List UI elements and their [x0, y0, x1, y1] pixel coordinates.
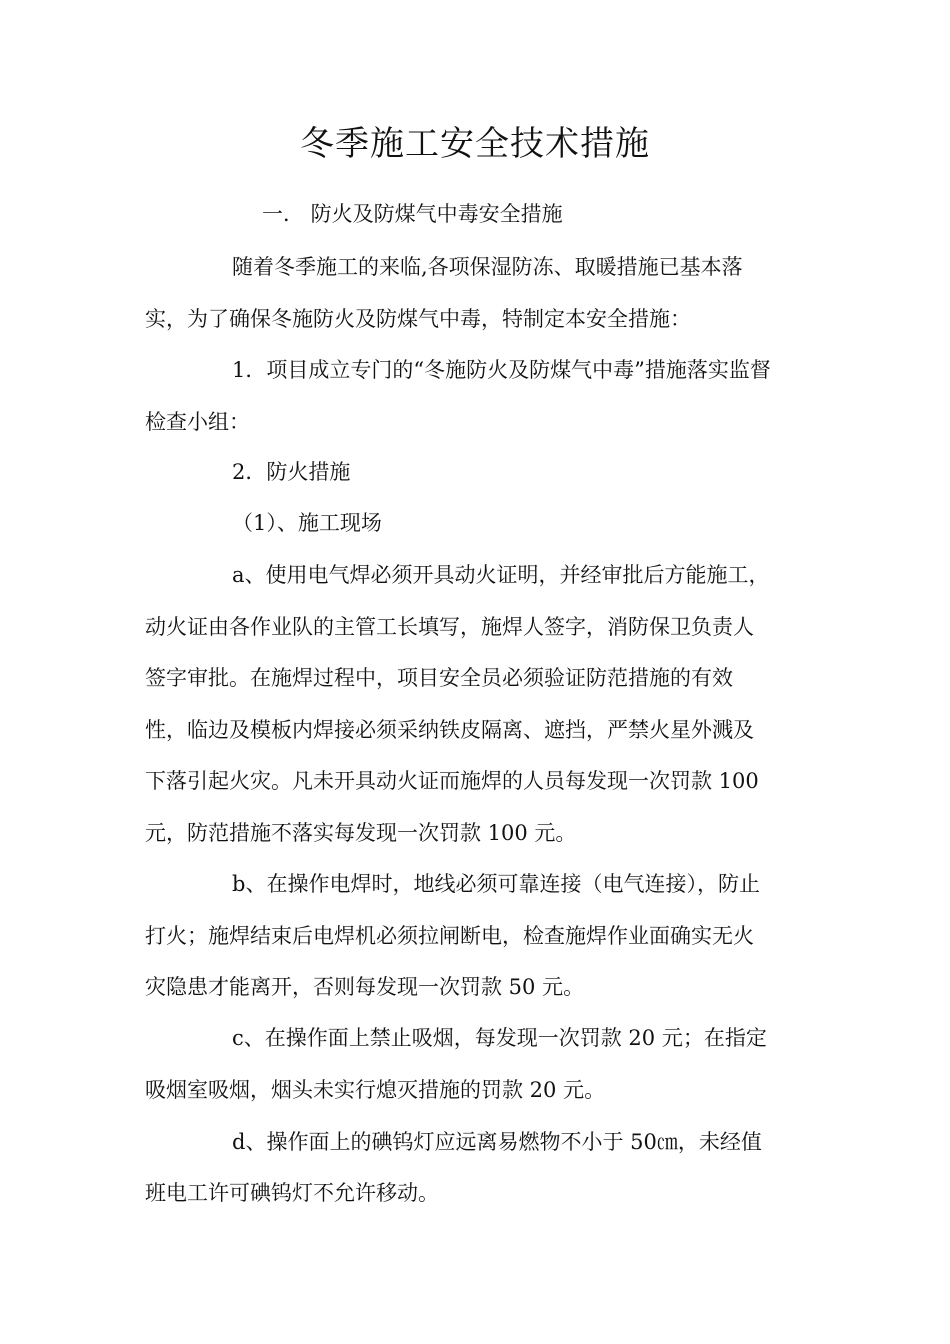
paragraph-line: 元，防范措施不落实每发现一次罚款 100 元。 — [145, 821, 577, 845]
section-heading: 一． 防火及防煤气中毒安全措施 — [262, 202, 563, 226]
document-title: 冬季施工安全技术措施 — [300, 124, 650, 164]
paragraph-line: b、在操作电焊时，地线必须可靠连接（电气连接），防止 — [232, 872, 760, 896]
subsection-heading: 2．防火措施 — [232, 460, 351, 484]
paragraph-line: 随着冬季施工的来临,各项保湿防冻、取暖措施已基本落 — [232, 255, 743, 279]
paragraph-line: 灾隐患才能离开，否则每发现一次罚款 50 元。 — [145, 975, 585, 999]
paragraph-line: 下落引起火灾。凡未开具动火证而施焊的人员每发现一次罚款 100 — [145, 769, 759, 793]
paragraph-line: 检查小组： — [145, 410, 250, 434]
paragraph-line: c、在操作面上禁止吸烟，每发现一次罚款 20 元；在指定 — [232, 1026, 767, 1050]
paragraph-line: 实，为了确保冬施防火及防煤气中毒，特制定本安全措施： — [145, 307, 691, 331]
paragraph-line: 班电工许可碘钨灯不允许移动。 — [145, 1181, 439, 1205]
paragraph-line: 打火；施焊结束后电焊机必须拉闸断电，检查施焊作业面确实无火 — [145, 924, 754, 948]
paragraph-line: 性，临边及模板内焊接必须采纳铁皮隔离、遮挡，严禁火星外溅及 — [145, 718, 754, 742]
paragraph-line: 签字审批。在施焊过程中，项目安全员必须验证防范措施的有效 — [145, 666, 733, 690]
paragraph-line: a、使用电气焊必须开具动火证明，并经审批后方能施工， — [232, 563, 770, 587]
paragraph-line: 吸烟室吸烟，烟头未实行熄灭措施的罚款 20 元。 — [145, 1078, 606, 1102]
paragraph-line: 1．项目成立专门的“冬施防火及防煤气中毒”措施落实监督 — [232, 358, 771, 382]
subsection-heading: （1）、施工现场 — [232, 511, 382, 535]
paragraph-line: d、操作面上的碘钨灯应远离易燃物不小于 50㎝，未经值 — [232, 1130, 762, 1154]
paragraph-line: 动火证由各作业队的主管工长填写，施焊人签字，消防保卫负责人 — [145, 615, 754, 639]
